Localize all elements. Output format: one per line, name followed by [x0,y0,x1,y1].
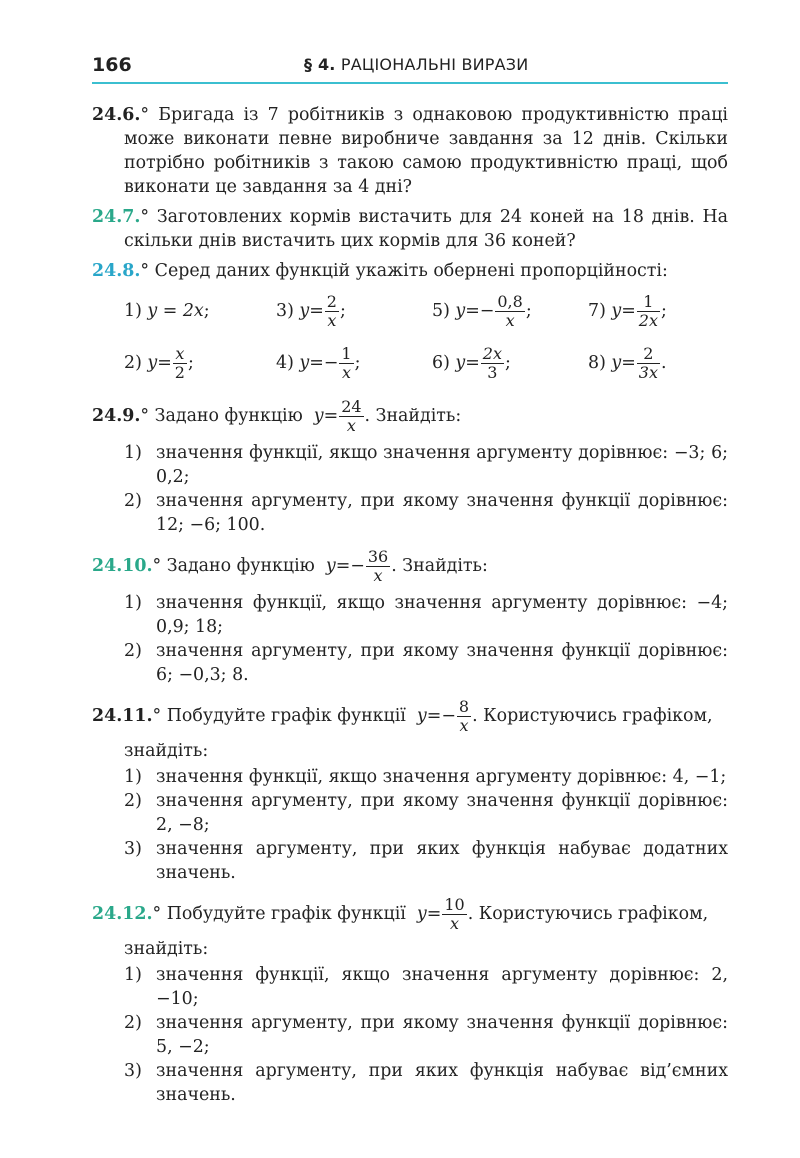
problem-lead: Побудуйте графік функції [166,904,406,924]
header-rule [92,82,728,84]
fraction: $\frac{24}{x}$ [341,396,362,435]
function-option-7: 7) y = $\frac{1}{2x}$ ; [588,291,667,330]
sub-item: 2) значення аргументу, при якому значення функції дорівнює: 5, −2; [124,1013,728,1057]
problem-number: 24.9. [92,406,141,426]
fraction: $\frac{10}{x}$ [444,894,465,933]
fraction: $\frac{0,8}{x}$ [497,291,523,330]
problem-number: 24.6. [92,105,141,125]
problem-tail: . Користуючись графіком, [472,706,713,726]
sub-item: 2) значення аргументу, при якому значення функції дорівнює: 6; −0,3; 8. [124,641,728,685]
fraction: $\frac{8}{x}$ [458,696,470,735]
problem-24-9 [92,393,728,537]
function-option-8: 8) y = $\frac{2}{3x}$ . [588,343,667,382]
fraction: $\frac{2}{3x}$ [638,343,658,382]
section-title: РАЦІОНАЛЬНІ ВИРАЗИ [340,55,529,74]
sub-item: 3) значення аргументу, при яких функція набуває додатних значень. [124,839,728,883]
section-number: § 4. [304,55,336,74]
page-number: 166 [92,54,132,76]
problem-continuation: знайдіть: [124,741,209,761]
function-option-6: 6) y = $\frac{2x}{3}$ ; [432,343,511,382]
problem-number: 24.10. [92,556,153,576]
function-option-3: 3) y = $\frac{2}{x}$ ; [276,291,346,330]
problem-text: Заготовлених кормів вистачить для 24 коней на 18 днів. На скільки днів вистачить цих кормів для 36 коней? [124,207,729,251]
function-option-4: 4) y = − $\frac{1}{x}$ ; [276,343,361,382]
page-header [92,52,728,82]
function-formula: y=− $\frac{8}{x}$ [416,696,470,735]
problem-tail: . Знайдіть: [364,406,462,426]
sub-item: 1) значення функції, якщо значення аргументу дорівнює: −4; 0,9; 18; [124,593,728,637]
page-content [92,103,728,1113]
problem-24-6 [92,103,728,199]
problem-24-11 [92,693,728,885]
sub-item: 2) значення аргументу, при якому значення функції дорівнює: 2, −8; [124,791,728,835]
problem-number: 24.12. [92,904,153,924]
problem-lead: Задано функцію [154,406,303,426]
problem-lead: Задано функцію [166,556,315,576]
degree-mark: ° [140,406,150,426]
sub-item: 1) значення функції, якщо значення аргументу дорівнює: 4, −1; [124,767,727,787]
fraction: $\frac{1}{x}$ [341,343,352,382]
function-option-2: 2) y = $\frac{x}{2}$ ; [124,343,194,382]
problem-number: 24.8. [92,261,141,281]
problem-24-12 [92,891,728,1107]
problem-number: 24.11. [92,706,153,726]
problem-tail: . Користуючись графіком, [467,904,709,924]
degree-mark: ° [152,556,162,576]
sub-item: 1) значення функції, якщо значення аргументу дорівнює: −3; 6; 0,2; [124,443,728,487]
function-formula: y=− $\frac{36}{x}$ [325,546,389,585]
sub-item: 1) значення функції, якщо значення аргументу дорівнює: 2, −10; [124,965,728,1009]
fraction: $\frac{1}{2x}$ [638,291,658,330]
function-option-1: 1) y = 2x ; [124,301,210,321]
function-option-5: 5) y = − $\frac{0,8}{x}$ ; [432,291,532,330]
degree-mark: ° [140,261,150,281]
sub-item: 3) значення аргументу, при яких функція набуває від’ємних значень. [124,1061,728,1105]
degree-mark: ° [140,105,150,125]
problem-24-7 [92,205,728,253]
function-formula: y= $\frac{10}{x}$ [416,894,465,933]
function-formula: y= $\frac{24}{x}$ [313,396,362,435]
problem-continuation: знайдіть: [124,939,209,959]
fraction: $\frac{36}{x}$ [367,546,389,585]
degree-mark: ° [152,706,162,726]
fraction: $\frac{x}{2}$ [174,343,185,382]
problem-lead: Побудуйте графік функції [166,706,406,726]
function-options [124,289,728,385]
degree-mark: ° [152,904,162,924]
problem-24-10 [92,543,728,687]
problem-text: Серед даних функцій укажіть обернені пропорційності: [154,261,668,281]
sub-item: 2) значення аргументу, при якому значення функції дорівнює: 12; −6; 100. [124,491,728,535]
fraction: $\frac{2}{x}$ [326,291,337,330]
problem-tail: . Знайдіть: [391,556,488,576]
degree-mark: ° [140,207,150,227]
running-head [304,55,528,74]
problem-24-8 [92,259,728,385]
fraction: $\frac{2x}{3}$ [482,343,502,382]
problem-number: 24.7. [92,207,141,227]
problem-text: Бригада із 7 робітників з однаковою продуктивністю праці може виконати певне виробниче завдання за 12 днів. Скільки потрібно робітників з такою самою продуктивністю праці, щоб виконати це завдання за 4 дні? [124,105,728,197]
